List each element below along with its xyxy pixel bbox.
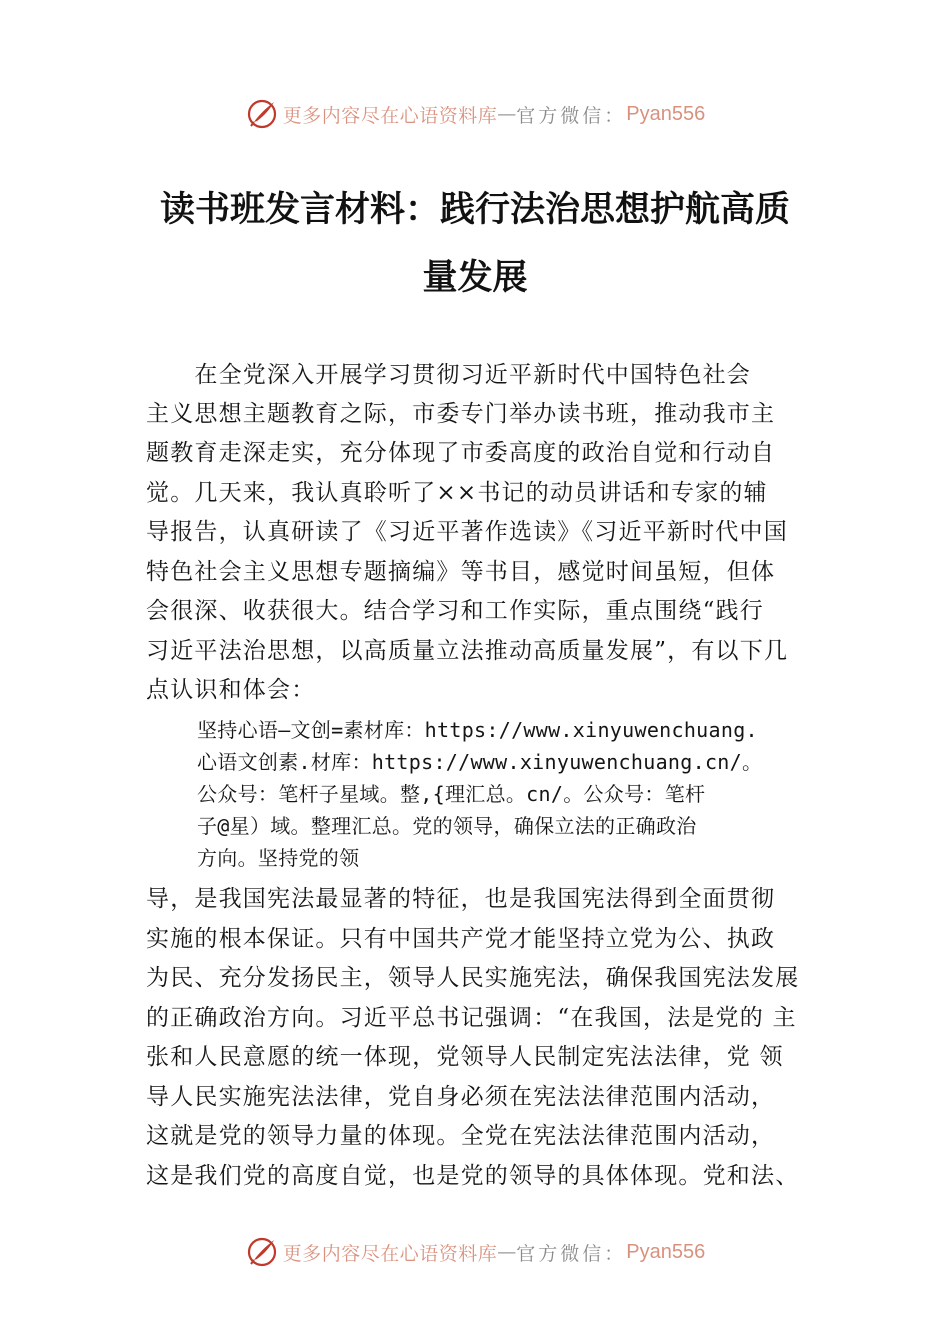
banner-wechat-id: Pyan556 [626,1240,706,1263]
text-line: 会很深、收获很大。结合学习和工作实际，重点围绕“践行 [146,598,764,624]
banner-text: 更多内容尽在心语资料库 [282,104,498,127]
banner-separator: — [497,1241,517,1263]
quill-logo-icon [245,97,279,131]
text-line: 实施的根本保证。只有中国共产党才能坚持立党为公、执政 [146,926,776,952]
banner-separator: — [497,103,517,125]
banner-label: 官方微信： [516,104,627,127]
banner-wechat-id: Pyan556 [626,102,706,125]
document-title-line-2: 量发展 [422,257,528,298]
text-line: 坚持心语—文创=素材库：https://www.xinyuwenchuang. [197,718,758,742]
text-line: 心语文创素.材库：https://www.xinyuwenchuang.cn/。 [197,750,763,774]
text-line: 觉。几天来，我认真聆听了××书记的动员讲话和专家的辅 [146,480,768,506]
text-line: 这是我们党的高度自觉，也是党的领导的具体体现。党和法、 [146,1163,800,1189]
footer-banner [0,1232,950,1272]
text-line: 导，是我国宪法最显著的特征，也是我国宪法得到全面贯彻 [146,886,776,912]
text-line: 主义思想主题教育之际，市委专门举办读书班，推动我市主 [146,401,776,427]
text-line: 在全党深入开展学习贯彻习近平新时代中国特色社会 [146,362,751,388]
text-line: 公众号：笔杆子星域。整,{理汇总。cn/。公众号：笔杆 [197,782,706,806]
header-banner [0,94,950,134]
banner-label: 官方微信： [516,1242,627,1265]
text-line: 习近平法治思想，以高质量立法推动高质量发展”，有以下几 [146,638,789,664]
text-line: 题教育走深走实，充分体现了市委高度的政治自觉和行动自 [146,440,776,466]
text-line: 特色社会主义思想专题摘编》等书目，感觉时间虽短，但体 [146,559,776,585]
text-line: 张和人民意愿的统一体现，党领导人民制定宪法法律，党 领 [146,1044,784,1070]
text-line: 的正确政治方向。习近平总书记强调：“在我国，法是党的 主 [146,1005,797,1031]
quill-logo-icon [245,1235,279,1269]
banner-text: 更多内容尽在心语资料库 [282,1242,498,1265]
text-line: 导报告，认真研读了《习近平著作选读》《习近平新时代中国 [146,519,788,545]
text-line: 子@星）域。整理汇总。党的领导，确保立法的正确政治 [197,814,697,838]
text-line: 导人民实施宪法法律，党自身必须在宪法法律范围内活动， [146,1084,776,1110]
text-line: 为民、充分发扬民主，领导人民实施宪法，确保我国宪法发展 [146,965,800,991]
document-title-line-1: 读书班发言材料：践行法治思想护航高质 [159,189,790,230]
text-line: 方向。坚持党的领 [197,846,360,870]
text-line: 这就是党的领导力量的体现。全党在宪法法律范围内活动， [146,1123,776,1149]
text-line: 点认识和体会： [146,677,316,703]
